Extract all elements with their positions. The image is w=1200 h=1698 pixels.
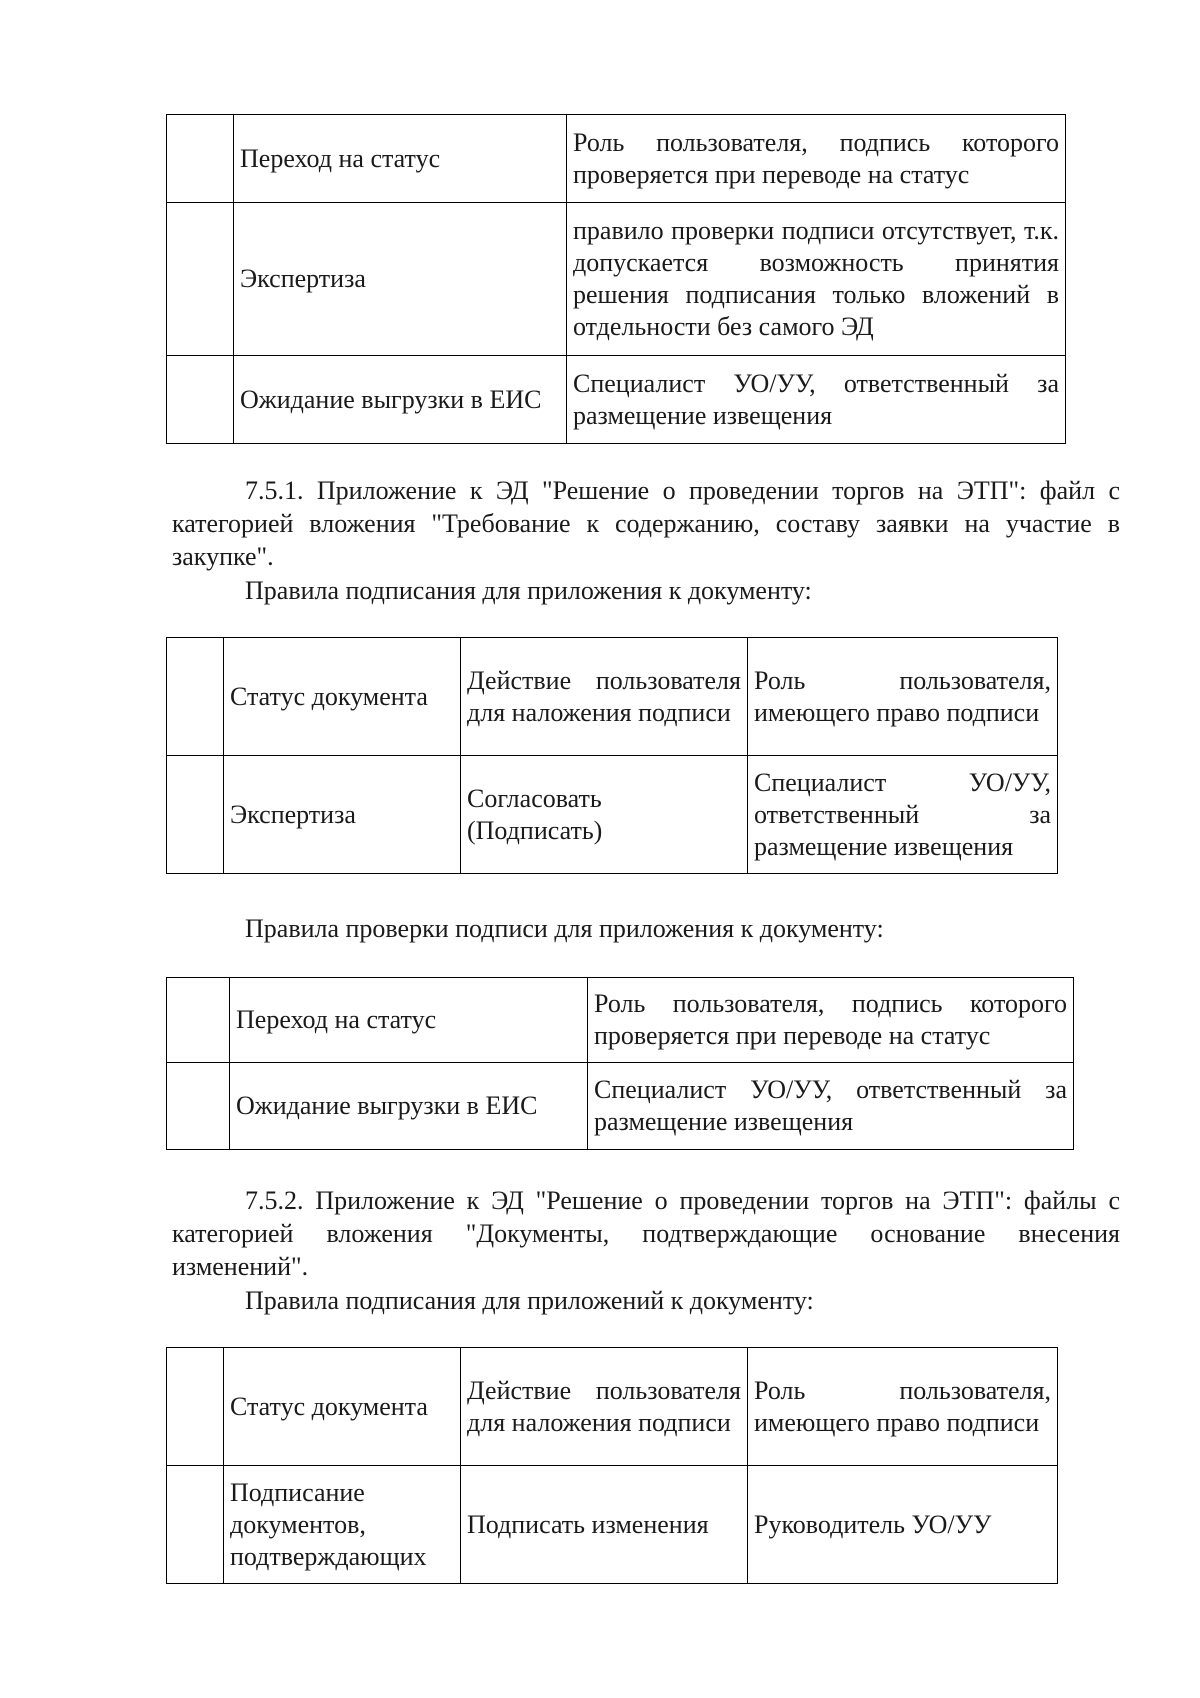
- table-cell: [167, 638, 224, 756]
- signing-rules-caption-2: Правила подписания для приложений к документу:: [245, 1286, 814, 1315]
- table-cell: правило проверки подписи отсутствует, т.к. допускается возможность принятия решения подписания только вложений в отдельности без самого ЭД: [567, 203, 1066, 356]
- table-row: [167, 203, 1066, 356]
- table-cell: Экспертиза: [224, 756, 461, 874]
- table-cell: Экспертиза: [234, 203, 567, 356]
- signature-check-caption: Правила проверки подписи для приложения к документу:: [245, 914, 884, 943]
- table-cell: [167, 756, 224, 874]
- signing-rules-caption: Правила подписания для приложения к документу:: [245, 576, 812, 605]
- table-signing-rules-1: [166, 637, 1058, 874]
- table-header-cell: Переход на статус: [230, 978, 588, 1063]
- table-header-cell: Роль пользователя, подпись которого проверяется при переводе на статус: [588, 978, 1074, 1063]
- table-header-cell: Статус документа: [224, 1348, 461, 1466]
- table-header-row: [167, 1348, 1058, 1466]
- table-header-cell: Роль пользователя, имеющего право подписи: [748, 1348, 1058, 1466]
- table-header-row: [167, 978, 1074, 1063]
- table-row: [167, 756, 1058, 874]
- table-cell: Специалист УО/УУ, ответственный за размещение извещения: [567, 356, 1066, 444]
- table-header-row: [167, 638, 1058, 756]
- table-row: [167, 1063, 1074, 1150]
- table-cell: Подписать изменения: [461, 1466, 748, 1584]
- table-row: [167, 1466, 1058, 1584]
- table-cell: [167, 115, 234, 203]
- table-cell: [167, 356, 234, 444]
- table-header-cell: Действие пользователя для наложения подписи: [461, 1348, 748, 1466]
- table-cell: [167, 1063, 230, 1150]
- table-cell: Специалист УО/УУ, ответственный за размещение извещения: [588, 1063, 1074, 1150]
- paragraph-7-5-1: 7.5.1. Приложение к ЭД "Решение о проведении торгов на ЭТП": файл с категорией вложения "Требование к содержанию, составу заявки на участие в закупке".: [172, 476, 1120, 571]
- table-cell: [167, 203, 234, 356]
- table-cell: Согласовать (Подписать): [461, 756, 748, 874]
- table-cell: Ожидание выгрузки в ЕИС: [234, 356, 567, 444]
- table-cell: Руководитель УО/УУ: [748, 1466, 1058, 1584]
- table-header-cell: Роль пользователя, подпись которого проверяется при переводе на статус: [567, 115, 1066, 203]
- table-cell: [167, 978, 230, 1063]
- table-cell: [167, 1348, 224, 1466]
- table-signature-check-1: [166, 114, 1066, 444]
- table-header-cell: Статус документа: [224, 638, 461, 756]
- table-header-cell: Действие пользователя для наложения подписи: [461, 638, 748, 756]
- table-row: [167, 356, 1066, 444]
- table-header-cell: Роль пользователя, имеющего право подписи: [748, 638, 1058, 756]
- table-cell: Ожидание выгрузки в ЕИС: [230, 1063, 588, 1150]
- table-header-row: [167, 115, 1066, 203]
- paragraph-7-5-2: 7.5.2. Приложение к ЭД "Решение о проведении торгов на ЭТП": файлы с категорией вложения "Документы, подтверждающие основание внесения изменений".: [172, 1186, 1120, 1281]
- table-signing-rules-2: [166, 1347, 1058, 1584]
- table-cell: Специалист УО/УУ, ответственный за размещение извещения: [748, 756, 1058, 874]
- table-cell: [167, 1466, 224, 1584]
- table-header-cell: Переход на статус: [234, 115, 567, 203]
- table-signature-check-2: [166, 977, 1074, 1150]
- table-cell: Подписание документов, подтверждающих: [224, 1466, 461, 1584]
